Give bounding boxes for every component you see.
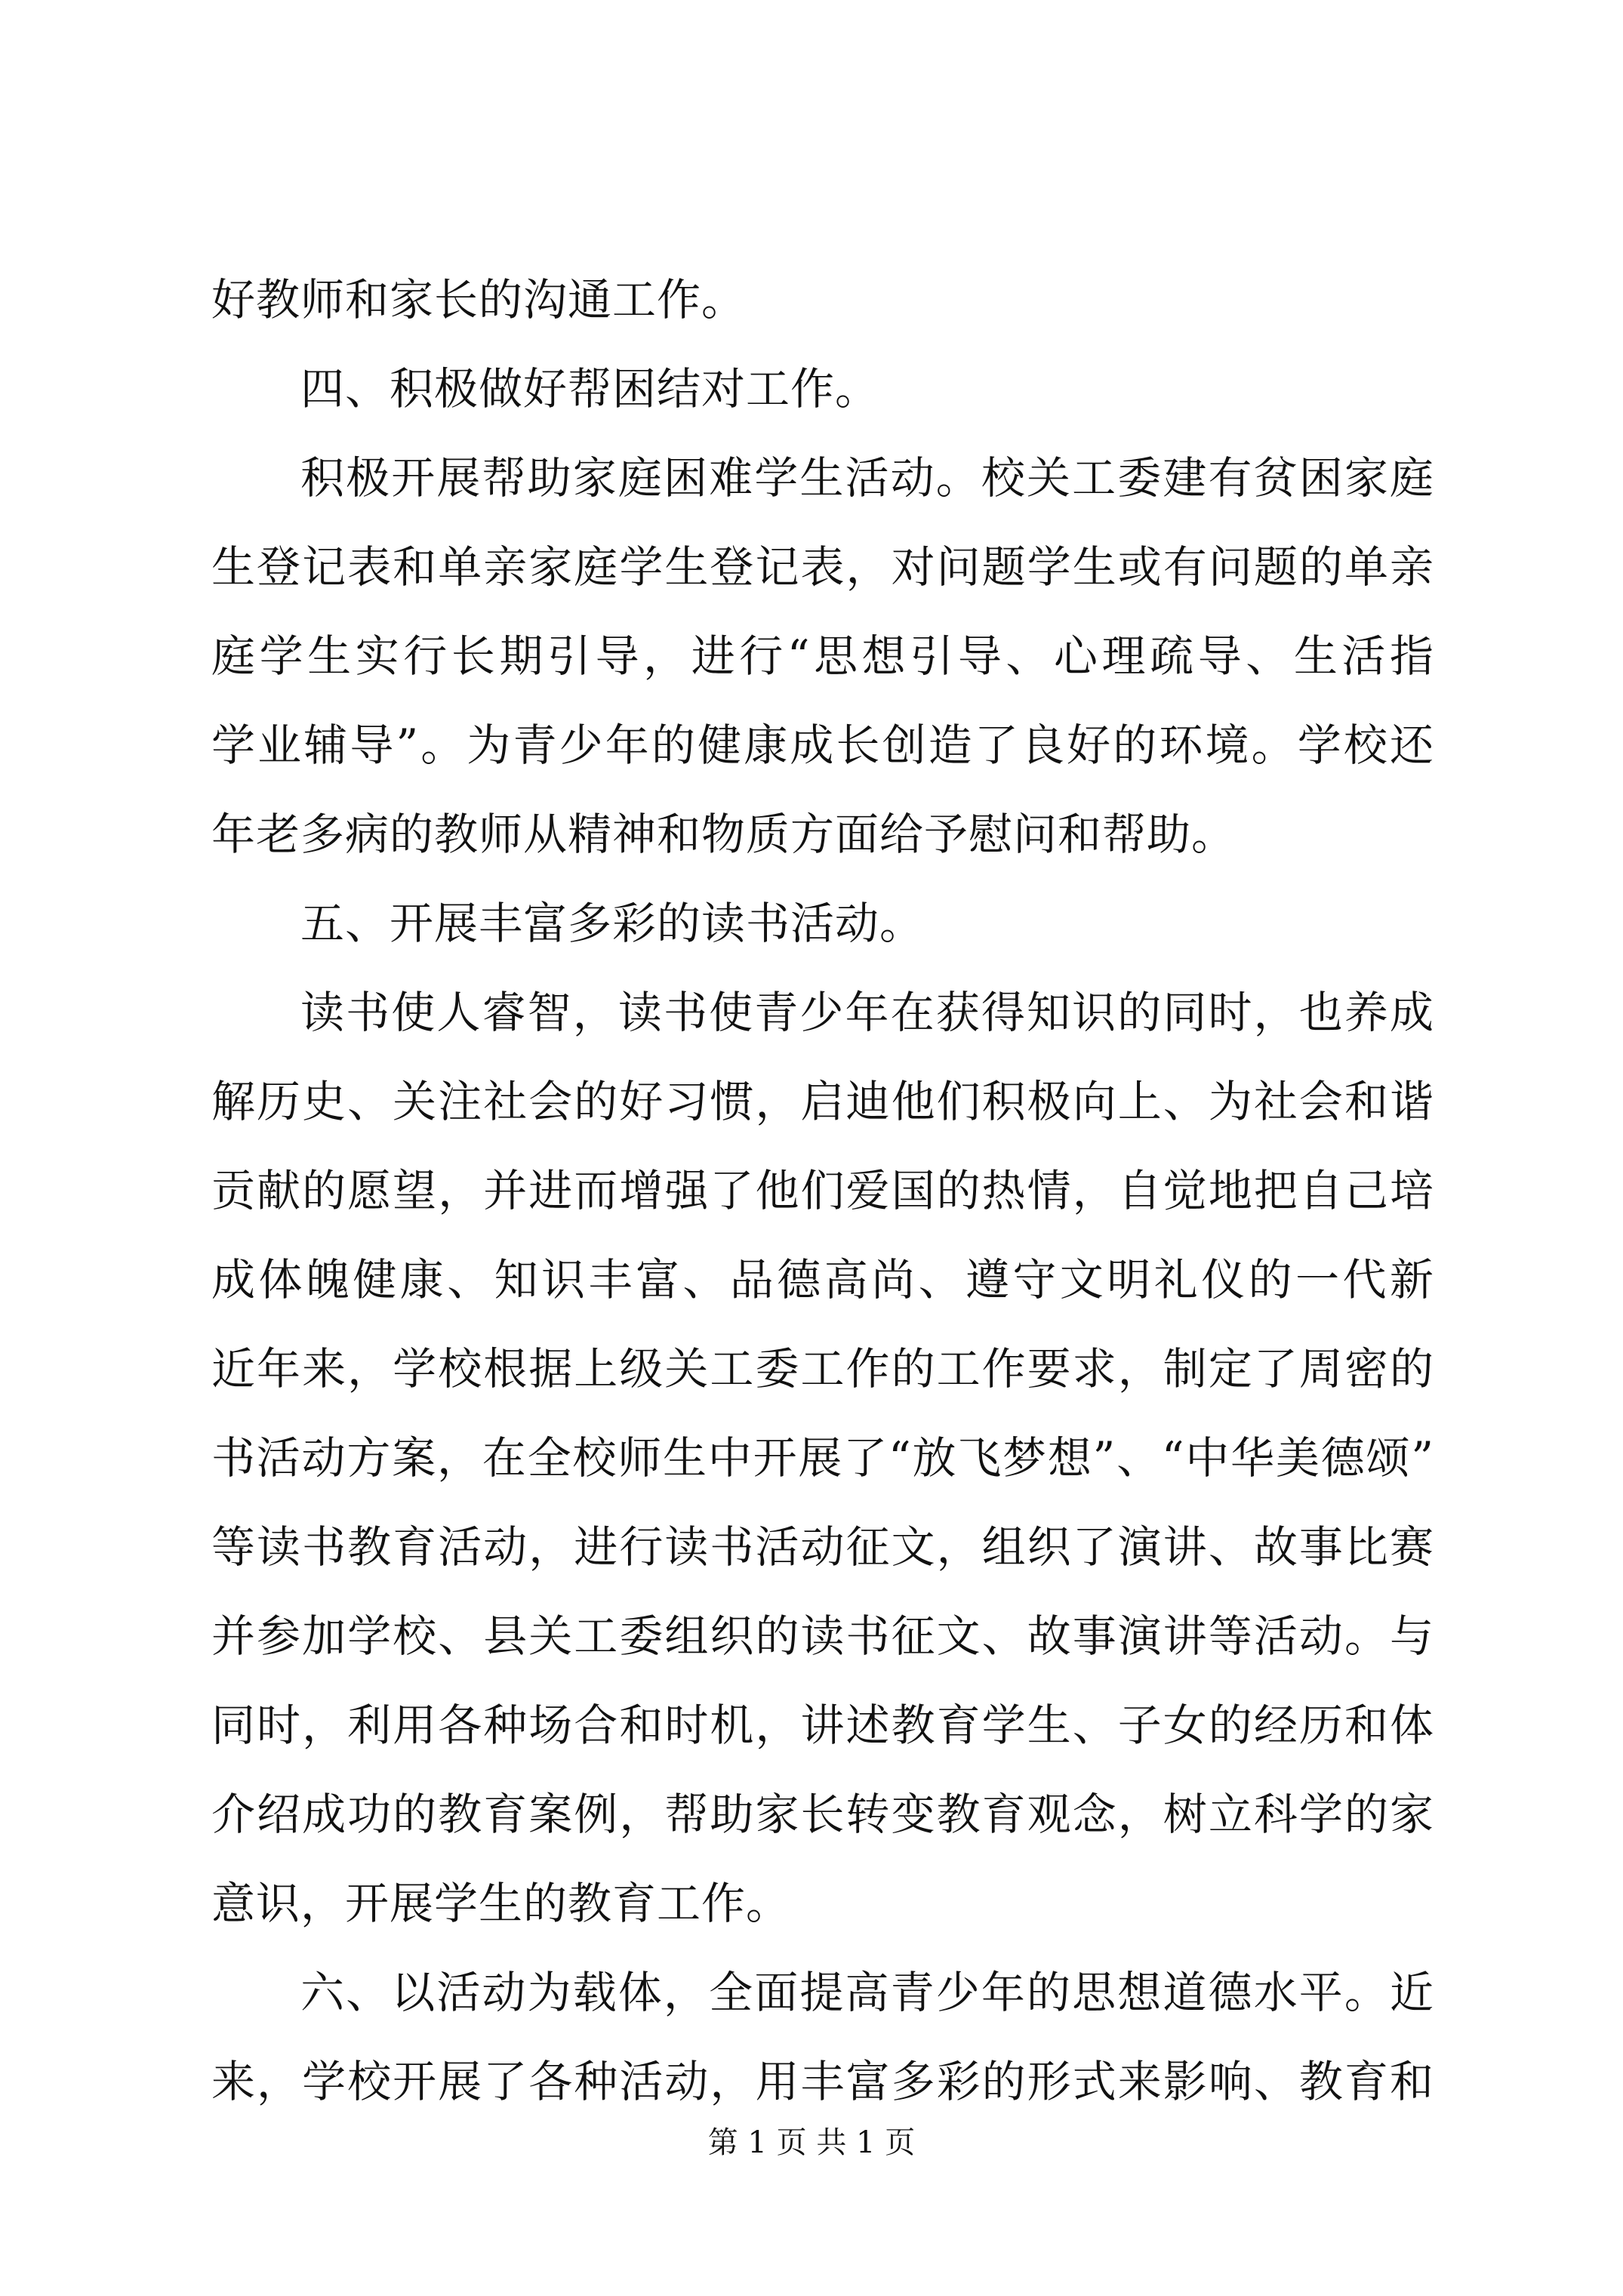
document-body [211,255,1434,2126]
text-line: 读书使人睿智，读书使青少年在获得知识的同时，也养成 [300,987,1434,1038]
page-number-footer: 第 1 页 共 1 页 [707,2125,916,2160]
text-line: 介绍成功的教育案例，帮助家长转变教育观念，树立科学的家 [211,1789,1434,1840]
text-line: 庭学生实行长期引导，进行“思想引导、心理疏导、生活指 [211,630,1434,682]
text-line: 好教师和家长的沟通工作。 [211,274,747,325]
text-line: 来，学校开展了各种活动，用丰富多彩的形式来影响、教育和 [211,2056,1434,2107]
text-line: 等读书教育活动，进行读书活动征文，组织了演讲、故事比赛 [211,1521,1434,1573]
text-line: 积极开展帮助家庭困难学生活动。校关工委建有贫困家庭 [300,452,1434,504]
text-line: 生登记表和单亲家庭学生登记表，对问题学生或有问题的单亲 [211,541,1434,593]
text-line: 学业辅导”。为青少年的健康成长创造了良好的环境。学校还 [211,720,1434,771]
text-line: 近年来，学校根据上级关工委工作的工作要求，制定了周密的 [211,1343,1434,1395]
text-line: 意识，开展学生的教育工作。 [211,1878,791,1929]
section-heading: 五、开展丰富多彩的读书活动。 [300,898,925,949]
text-line: 成体魄健康、知识丰富、品德高尚、遵守文明礼仪的一代新 [211,1254,1434,1305]
text-line: 同时，利用各种场合和时机，讲述教育学生、子女的经历和体 [211,1700,1434,1751]
text-line: 并参加学校、县关工委组织的读书征文、故事演讲等活动。与 [211,1610,1434,1662]
text-line: 书活动方案，在全校师生中开展了“放飞梦想”、“中华美德颂” [211,1432,1434,1484]
section-heading: 六、以活动为载体，全面提高青少年的思想道德水平。近 [300,1967,1434,2018]
section-heading: 四、积极做好帮困结对工作。 [300,363,880,415]
text-line: 解历史、关注社会的好习惯，启迪他们积极向上、为社会和谐 [211,1076,1434,1127]
text-line: 贡献的愿望，并进而增强了他们爱国的热情，自觉地把自己培 [211,1165,1434,1216]
text-line: 年老多病的教师从精神和物质方面给予慰问和帮助。 [211,809,1236,860]
